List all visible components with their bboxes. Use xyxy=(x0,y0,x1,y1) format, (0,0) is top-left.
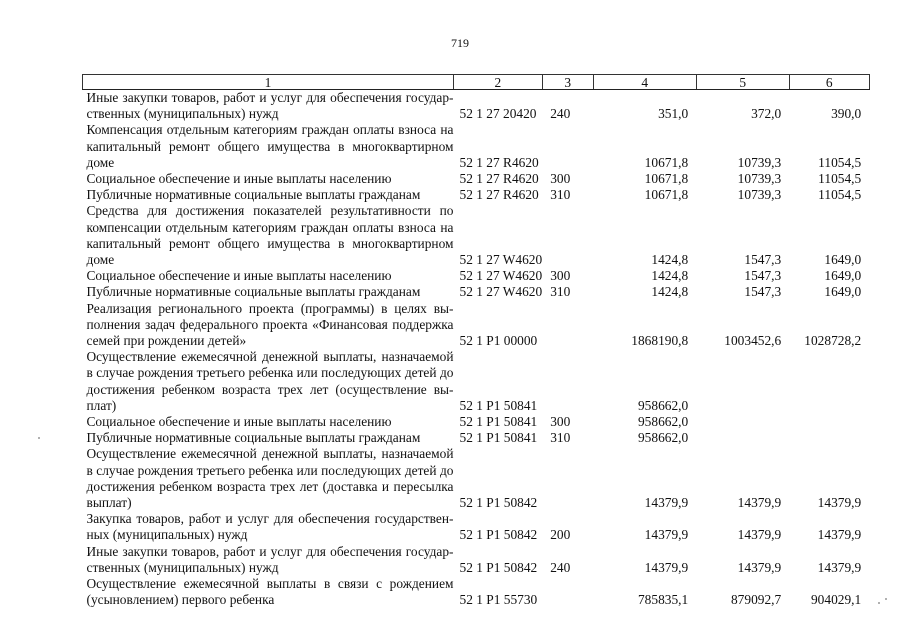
row-description xyxy=(83,576,454,608)
header-col-1: 1 xyxy=(83,75,454,90)
description-line: Компенсация отдельным категориям граждан оплаты взноса на xyxy=(86,122,454,138)
row-value-col5: 879092,7 xyxy=(730,592,782,608)
description-line: Публичные нормативные социальные выплаты гражданам xyxy=(86,187,421,203)
table-row xyxy=(83,430,870,446)
row-value-col6: 1649,0 xyxy=(824,252,862,268)
table-row xyxy=(83,349,870,414)
row-value-col6 xyxy=(789,349,869,414)
row-value-col4: 958662,0 xyxy=(637,414,689,430)
row-code: 52 1 P1 50842 xyxy=(459,495,538,511)
row-expense-type xyxy=(542,301,593,350)
table-row xyxy=(83,284,870,300)
table-row xyxy=(83,511,870,543)
row-expense-type: 310 xyxy=(550,187,571,203)
row-value-col5: 14379,9 xyxy=(737,527,782,543)
row-expense-type: 310 xyxy=(550,430,571,446)
row-code: 52 1 P1 50842 xyxy=(459,559,538,575)
row-description xyxy=(83,90,454,123)
row-expense-type: 200 xyxy=(550,527,571,543)
row-value-col4: 1424,8 xyxy=(651,284,689,300)
row-value-col5: 14379,9 xyxy=(737,559,782,575)
row-value-col5: 1547,3 xyxy=(744,252,782,268)
table-row xyxy=(83,203,870,268)
row-value-col6: 904029,1 xyxy=(810,592,862,608)
row-code: 52 1 P1 50841 xyxy=(459,397,538,413)
description-line: Закупка товаров, работ и услуг для обеспечения государствен- xyxy=(86,511,454,527)
row-expense-type: 240 xyxy=(550,106,571,122)
row-value-col4: 958662,0 xyxy=(637,430,689,446)
description-line: в случае рождения третьего ребенка или последующих детей до xyxy=(86,365,454,381)
table-row xyxy=(83,544,870,576)
row-code: 52 1 P1 50841 xyxy=(459,430,538,446)
description-line: ственных (муниципальных) нужд xyxy=(86,559,279,575)
description-line: компенсации отдельным категориям граждан оплаты взноса на xyxy=(86,219,454,235)
row-description xyxy=(83,268,454,284)
row-value-col5: 1547,3 xyxy=(744,268,782,284)
description-line: Иные закупки товаров, работ и услуг для обеспечения государ- xyxy=(86,90,454,105)
row-expense-type xyxy=(542,349,593,414)
description-line: Осуществление ежемесячной денежной выплаты, назначаемой xyxy=(86,349,454,365)
row-value-col5 xyxy=(696,414,789,430)
description-line: ственных (муниципальных) нужд xyxy=(86,106,279,122)
description-line: Осуществление ежемесячной денежной выплаты, назначаемой xyxy=(86,446,454,462)
row-description xyxy=(83,414,454,430)
page-number: 719 xyxy=(451,36,469,50)
row-code: 52 1 P1 55730 xyxy=(459,592,538,608)
row-value-col5 xyxy=(696,349,789,414)
row-value-col5: 14379,9 xyxy=(737,495,782,511)
description-line: (усыновлением) первого ребенка xyxy=(86,592,275,608)
description-line: Публичные нормативные социальные выплаты гражданам xyxy=(86,430,421,446)
row-value-col6 xyxy=(789,430,869,446)
table-row xyxy=(83,414,870,430)
description-line: ных (муниципальных) нужд xyxy=(86,527,248,543)
table-row xyxy=(83,171,870,187)
row-value-col6: 11054,5 xyxy=(818,171,862,187)
row-value-col5: 1003452,6 xyxy=(724,333,782,349)
description-line: капитальный ремонт общего имущества в многоквартирном xyxy=(86,235,454,251)
description-line: плат) xyxy=(86,397,117,413)
row-code: 52 1 27 W4620 xyxy=(459,252,543,268)
row-expense-type xyxy=(542,122,593,171)
table-row xyxy=(83,122,870,171)
row-code: 52 1 27 R4620 xyxy=(459,187,539,203)
row-value-col6: 11054,5 xyxy=(818,154,862,170)
row-expense-type: 300 xyxy=(550,171,571,187)
header-col-4: 4 xyxy=(593,75,696,90)
header-col-3: 3 xyxy=(542,75,593,90)
row-expense-type xyxy=(542,446,593,511)
description-line: Социальное обеспечение и иные выплаты населению xyxy=(86,268,392,284)
row-value-col4: 1424,8 xyxy=(651,252,689,268)
row-value-col6: 390,0 xyxy=(831,106,862,122)
row-value-col5: 10739,3 xyxy=(737,187,782,203)
header-col-6: 6 xyxy=(789,75,869,90)
table-row xyxy=(83,90,870,123)
row-expense-type xyxy=(542,203,593,268)
row-description xyxy=(83,511,454,543)
row-code: 52 1 P1 00000 xyxy=(459,333,538,349)
row-value-col6: 14379,9 xyxy=(817,495,862,511)
row-description xyxy=(83,171,454,187)
row-value-col5 xyxy=(696,430,789,446)
row-value-col4: 10671,8 xyxy=(644,171,689,187)
row-value-col4: 1868190,8 xyxy=(631,333,689,349)
description-line: Осуществление ежемесячной выплаты в связи с рождением xyxy=(86,576,454,592)
row-value-col4: 958662,0 xyxy=(637,397,689,413)
scan-speck xyxy=(885,598,887,600)
header-col-5: 5 xyxy=(696,75,789,90)
row-code: 52 1 27 W4620 xyxy=(459,284,543,300)
table-row xyxy=(83,576,870,608)
row-description xyxy=(83,122,454,171)
row-code: 52 1 27 R4620 xyxy=(459,171,539,187)
description-line: Средства для достижения показателей результативности по xyxy=(86,203,454,219)
row-description xyxy=(83,430,454,446)
description-line: семей при рождении детей» xyxy=(86,333,247,349)
row-value-col6 xyxy=(789,414,869,430)
header-row xyxy=(83,75,870,90)
row-expense-type: 300 xyxy=(550,414,571,430)
description-line: Реализация регионального проекта (программы) в целях вы- xyxy=(86,300,454,316)
row-value-col6: 1649,0 xyxy=(824,284,862,300)
row-code: 52 1 P1 50841 xyxy=(459,414,538,430)
row-value-col6: 1028728,2 xyxy=(804,333,862,349)
row-value-col5: 10739,3 xyxy=(737,154,782,170)
description-line: капитальный ремонт общего имущества в многоквартирном xyxy=(86,138,454,154)
row-value-col4: 14379,9 xyxy=(644,527,689,543)
row-code: 52 1 P1 50842 xyxy=(459,527,538,543)
table-row xyxy=(83,301,870,350)
description-line: полнения задач федерального проекта «Финансовая поддержка xyxy=(86,316,454,332)
row-code: 52 1 27 R4620 xyxy=(459,154,539,170)
scan-speck xyxy=(38,437,40,439)
row-description xyxy=(83,446,454,511)
row-value-col4: 1424,8 xyxy=(651,268,689,284)
row-value-col4: 10671,8 xyxy=(644,154,689,170)
row-value-col4: 14379,9 xyxy=(644,495,689,511)
row-value-col4: 351,0 xyxy=(658,106,689,122)
description-line: достижения ребенком возраста трех лет (осуществление вы- xyxy=(86,381,454,397)
row-description xyxy=(83,187,454,203)
row-expense-type: 240 xyxy=(550,559,571,575)
row-expense-type xyxy=(542,576,593,608)
description-line: Социальное обеспечение и иные выплаты населению xyxy=(86,171,392,187)
description-line: достижения ребенком возраста трех лет (доставка и пересылка xyxy=(86,478,454,494)
row-description xyxy=(83,301,454,350)
row-description xyxy=(83,349,454,414)
budget-table xyxy=(82,74,870,609)
description-line: Социальное обеспечение и иные выплаты населению xyxy=(86,414,392,430)
table-row xyxy=(83,268,870,284)
row-value-col5: 372,0 xyxy=(751,106,782,122)
description-line: Публичные нормативные социальные выплаты гражданам xyxy=(86,284,421,300)
description-line: в случае рождения третьего ребенка или последующих детей до xyxy=(86,462,454,478)
row-description xyxy=(83,284,454,300)
header-col-2: 2 xyxy=(454,75,543,90)
row-value-col4: 10671,8 xyxy=(644,187,689,203)
row-value-col5: 1547,3 xyxy=(744,284,782,300)
description-line: доме xyxy=(86,154,115,170)
row-expense-type: 300 xyxy=(550,268,571,284)
description-line: Иные закупки товаров, работ и услуг для обеспечения государ- xyxy=(86,543,454,559)
row-expense-type: 310 xyxy=(550,284,571,300)
row-value-col6: 14379,9 xyxy=(817,559,862,575)
table-body xyxy=(83,90,870,609)
row-value-col6: 11054,5 xyxy=(818,187,862,203)
table-row xyxy=(83,187,870,203)
description-line: выплат) xyxy=(86,495,132,511)
row-value-col4: 14379,9 xyxy=(644,559,689,575)
scan-speck xyxy=(878,602,880,604)
row-description xyxy=(83,544,454,576)
row-value-col5: 10739,3 xyxy=(737,171,782,187)
row-value-col6: 14379,9 xyxy=(817,527,862,543)
row-value-col4: 785835,1 xyxy=(637,592,689,608)
row-value-col6: 1649,0 xyxy=(824,268,862,284)
table-row xyxy=(83,446,870,511)
description-line: доме xyxy=(86,252,115,268)
row-code: 52 1 27 W4620 xyxy=(459,268,543,284)
row-code: 52 1 27 20420 xyxy=(459,106,537,122)
row-description xyxy=(83,203,454,268)
